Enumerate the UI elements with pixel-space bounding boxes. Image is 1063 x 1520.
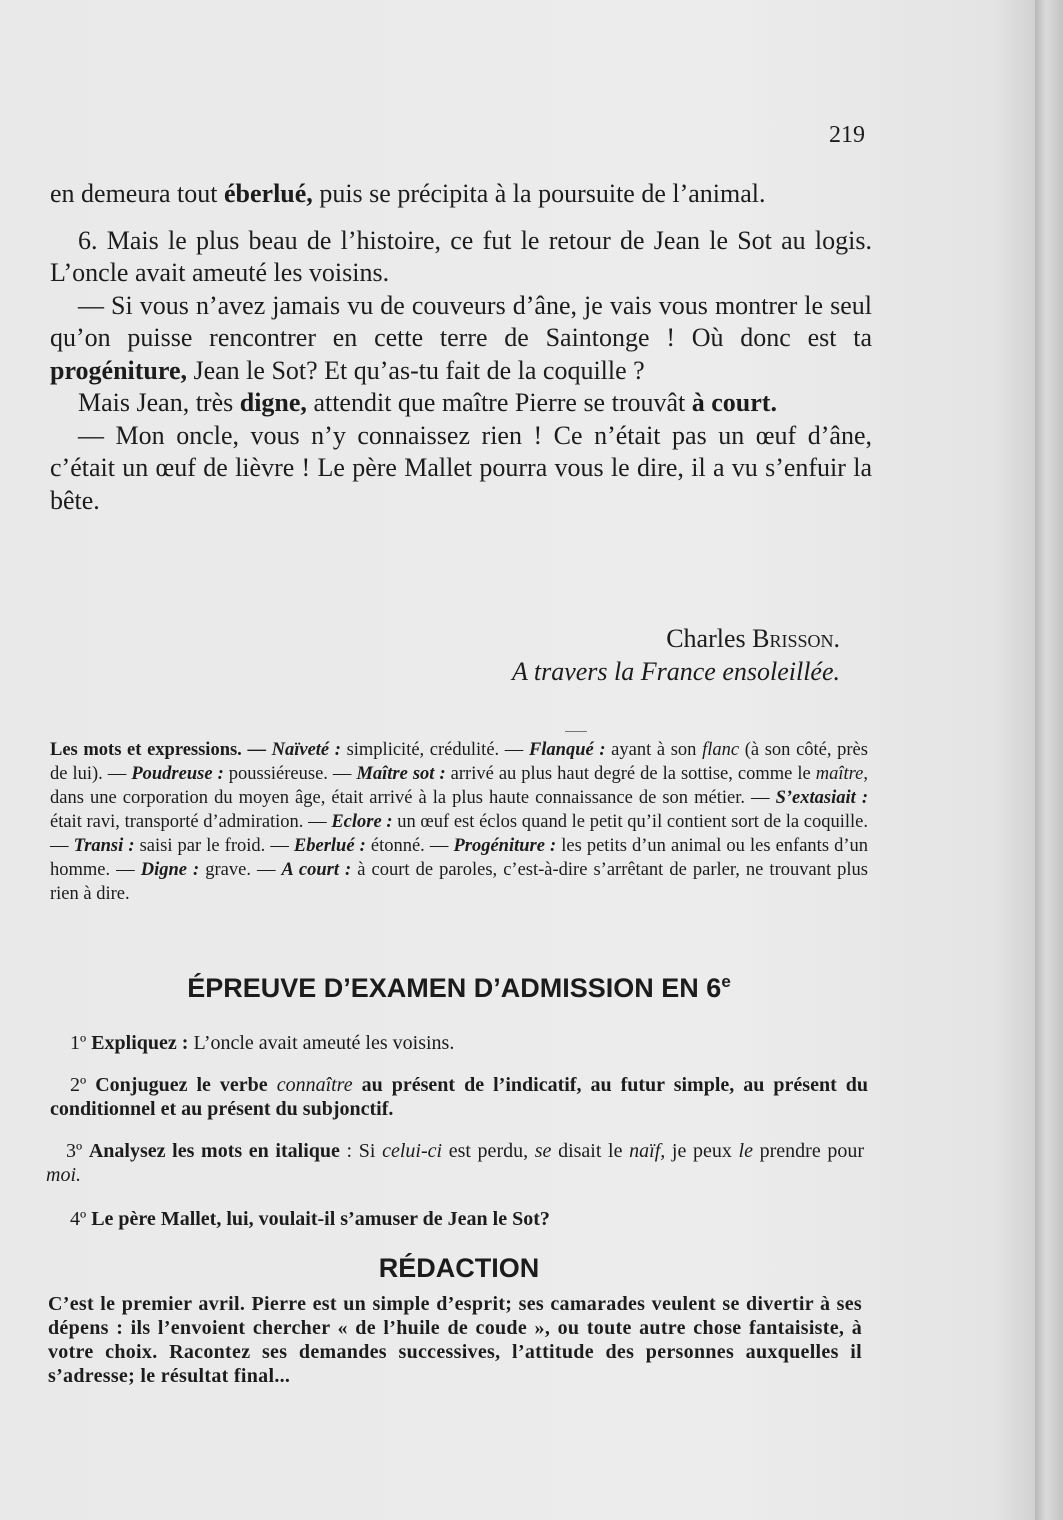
paragraph: Mais Jean, très digne, attendit que maître Pierre se trouvât à court.	[78, 388, 777, 417]
glossary-lead: Les mots et expressions.	[50, 740, 242, 760]
exam-question-4: 4º Le père Mallet, lui, voulait-il s’amuser de Jean le Sot?	[70, 1208, 550, 1230]
exam-heading: ÉPREUVE D’EXAMEN D’ADMISSION EN 6e	[187, 972, 731, 1003]
redaction-text: C’est le premier avril. Pierre est un simple d’esprit; ses camarades veulent se divertir à ses dépens : ils l’envoient chercher « de l’huile de coude », ou toute autre chose fantaisiste, à votre choix. Racontez ses demandes successives, l’attitude des personnes auxquelles il s’adresse; le résultat final...	[48, 1293, 862, 1387]
source-signature	[400, 622, 840, 688]
exam-question-2: 2º Conjuguez le verbe connaître au présent de l’indicatif, au futur simple, au présent du conditionnel et au présent du subjonctif.	[50, 1074, 868, 1120]
redaction-heading: RÉDACTION	[378, 1253, 540, 1283]
page-edge	[1035, 0, 1063, 1520]
paragraph: en demeura tout éberlué, puis se précipita à la poursuite de l’animal.	[50, 179, 766, 208]
author: Charles Brisson.	[666, 624, 840, 653]
glossary: Les mots et expressions. — Naïveté : simplicité, crédulité. — Flanqué : ayant à son flanc (à son côté, près de lui). — Poudreuse : poussiéreuse. — Maître sot : arrivé au plus haut degré de la sottise, comme le maître, dans une corporation du moyen âge, était arrivé à la plus haute connaissance de son métier. — S’extasiait : était ravi, transporté d’admiration. — Eclore : un œuf est éclos quand le petit qu’il contient sort de la coquille. — Transi : saisi par le froid. — Eberlué : étonné. — Progéniture : les petits d’un animal ou les enfants d’un homme. — Digne : grave. — A court : à court de paroles, c’est-à-dire s’arrêtant de parler, ne trouvant plus rien à dire.	[50, 740, 869, 904]
divider	[565, 731, 587, 732]
exam-question-3: 3º Analysez les mots en italique : Si celui-ci est perdu, se disait le naïf, je peux le prendre pour moi.	[46, 1140, 865, 1186]
keyword: progéniture,	[50, 355, 187, 385]
keyword: éberlué,	[224, 179, 313, 208]
keyword: à court.	[691, 388, 777, 417]
story-text	[50, 178, 872, 517]
keyword: digne,	[239, 388, 307, 417]
exam-question-1: 1º Expliquez : L’oncle avait ameuté les voisins.	[70, 1032, 455, 1054]
paragraph: 6. Mais le plus beau de l’histoire, ce fut le retour de Jean le Sot au logis. L’oncle avait ameuté les voisins.	[50, 225, 872, 287]
page-number: 219	[829, 122, 865, 148]
book-title: A travers la France ensoleillée.	[511, 657, 840, 686]
paragraph: — Si vous n’avez jamais vu de couveurs d’âne, je vais vous montrer le seul qu’on puisse rencontrer en cette terre de Saintonge ! Où donc est ta progéniture, Jean le Sot? Et qu’as-tu fait de la coquille ?	[50, 290, 872, 385]
paragraph: — Mon oncle, vous n’y connaissez rien ! Ce n’était pas un œuf d’âne, c’était un œuf de lièvre ! Le père Mallet pourra vous le dire, il a vu s’enfuir la bête.	[50, 420, 872, 515]
